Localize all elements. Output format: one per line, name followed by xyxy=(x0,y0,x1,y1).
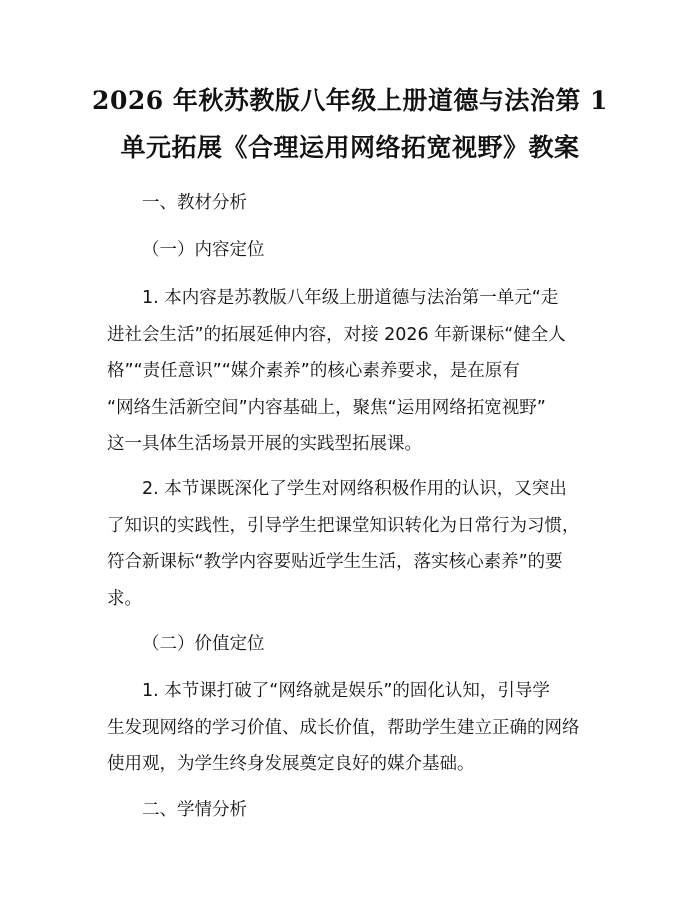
subsection-heading-content-positioning: （一）内容定位 xyxy=(142,240,265,260)
paragraph-2-line-3: 符合新课标“教学内容要贴近学生生活，落实核心素养”的要 xyxy=(107,552,563,572)
paragraph-1-line-4: “网络生活新空间”内容基础上，聚焦“运用网络拓宽视野” xyxy=(107,398,546,418)
paragraph-3-line-1: 1. 本节课打破了“网络就是娱乐”的固化认知，引导学 xyxy=(142,681,550,701)
paragraph-1-line-2: 进社会生活”的拓展延伸内容，对接 2026 年新课标“健全人 xyxy=(107,325,566,345)
paragraph-3-line-2: 生发现网络的学习价值、成长价值，帮助学生建立正确的网络 xyxy=(107,718,580,738)
section-heading-student-analysis: 二、学情分析 xyxy=(142,800,247,820)
document-title-line-2: 单元拓展《合理运用网络拓宽视野》教案 xyxy=(120,133,580,162)
paragraph-2-line-4: 求。 xyxy=(107,589,142,609)
document-title-line-1: 2026 年秋苏教版八年级上册道德与法治第 1 xyxy=(92,86,608,115)
paragraph-2-line-1: 2. 本节课既深化了学生对网络积极作用的认识，又突出 xyxy=(142,479,567,499)
paragraph-1-line-1: 1. 本内容是苏教版八年级上册道德与法治第一单元“走 xyxy=(142,288,559,308)
paragraph-1-line-3: 格”“责任意识”“媒介素养”的核心素养要求，是在原有 xyxy=(107,361,520,381)
paragraph-2-line-2: 了知识的实践性，引导学生把课堂知识转化为日常行为习惯， xyxy=(107,516,580,536)
paragraph-3-line-3: 使用观，为学生终身发展奠定良好的媒介基础。 xyxy=(107,754,475,774)
paragraph-1-line-5: 这一具体生活场景开展的实践型拓展课。 xyxy=(107,434,422,454)
subsection-heading-value-positioning: （二）价值定位 xyxy=(142,634,265,654)
section-heading-teaching-material-analysis: 一、教材分析 xyxy=(142,193,247,213)
